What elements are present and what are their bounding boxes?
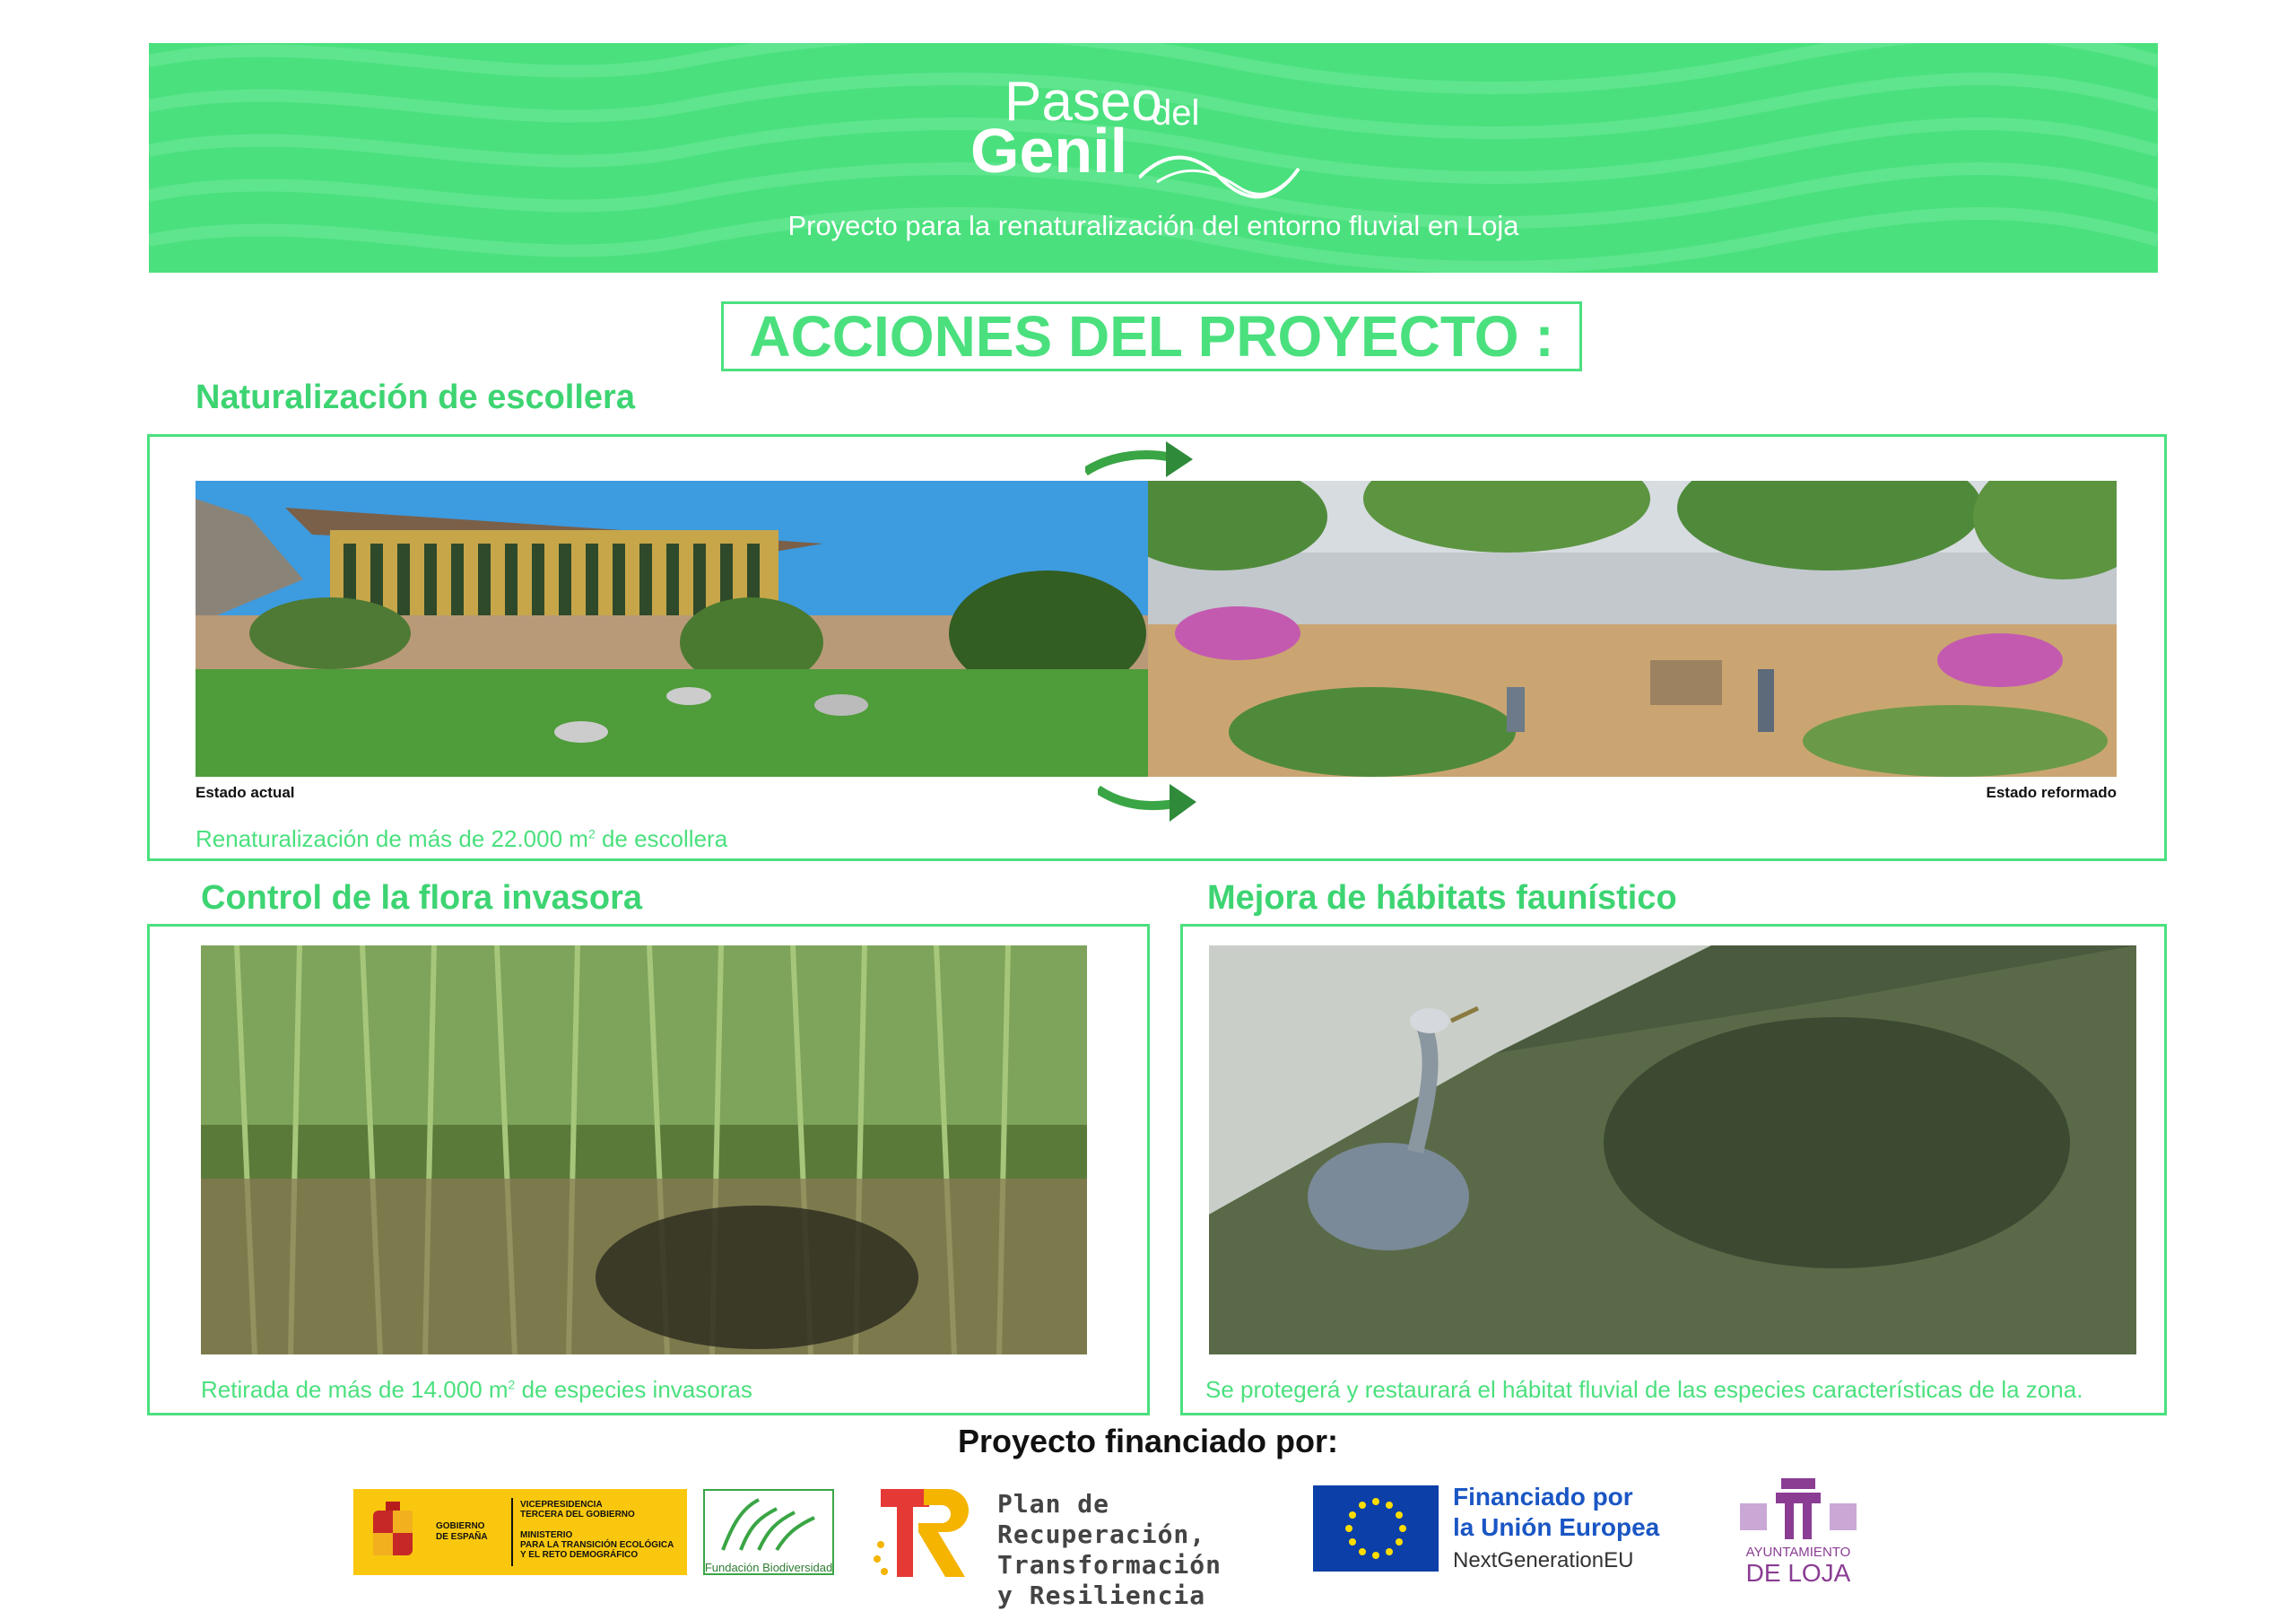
prtr-text bbox=[997, 1489, 1302, 1611]
eu-nextgen-text: NextGenerationEU bbox=[1453, 1548, 1634, 1572]
header-banner bbox=[149, 43, 2158, 273]
banner-subtitle: Proyecto para la renaturalización del entorno fluvial en Loja bbox=[787, 210, 1519, 241]
eu-flag bbox=[1313, 1485, 1439, 1572]
logo-word-del: del bbox=[1152, 93, 1200, 133]
caption-escollera-tail: de escollera bbox=[595, 825, 728, 852]
caption-flora bbox=[201, 1376, 752, 1404]
section-title-escollera: Naturalización de escollera bbox=[196, 379, 635, 416]
gov-line2: DE ESPAÑA bbox=[436, 1532, 488, 1542]
label-estado-reformado: Estado reformado bbox=[1986, 784, 2117, 801]
eu-line1: Financiado por bbox=[1453, 1483, 1633, 1511]
fundacion-biodiversidad-label: Fundación Biodiversidad bbox=[704, 1561, 833, 1574]
gov-min1: MINISTERIO bbox=[520, 1530, 573, 1540]
arrow-right-icon bbox=[1098, 777, 1196, 823]
paseo-del-genil-logo bbox=[149, 70, 2158, 222]
gov-line1: GOBIERNO bbox=[436, 1521, 485, 1531]
gov-vp1: VICEPRESIDENCIA bbox=[520, 1500, 603, 1510]
gov-min3: Y EL RETO DEMOGRÁFICO bbox=[520, 1550, 639, 1560]
gov-vp2: TERCERA DEL GOBIERNO bbox=[520, 1510, 635, 1520]
loja-line2: DE LOJA bbox=[1745, 1559, 1851, 1587]
caption-escollera-text: Renaturalización de más de 22.000 m bbox=[196, 825, 588, 852]
spain-coat-of-arms-icon bbox=[366, 1502, 420, 1563]
gov-divider bbox=[511, 1498, 513, 1566]
caption-fauna: Se protegerá y restaurará el hábitat fluvial de las especies características de la zona. bbox=[1205, 1376, 2083, 1403]
logo-word-paseo: Paseo bbox=[1004, 71, 1162, 133]
label-estado-actual: Estado actual bbox=[196, 784, 295, 801]
photo-habitat-faunistico bbox=[1209, 945, 2136, 1354]
photo-estado-actual bbox=[196, 481, 1148, 777]
loja-castle-icon bbox=[1731, 1475, 1866, 1543]
gov-min2: PARA LA TRANSICIÓN ECOLÓGICA bbox=[520, 1540, 674, 1550]
prtr-logo-icon bbox=[874, 1482, 981, 1582]
eu-funding-text bbox=[1453, 1482, 1659, 1543]
gobierno-espana-logo bbox=[353, 1489, 687, 1575]
caption-flora-sup: 2 bbox=[508, 1377, 516, 1392]
photo-estado-reformado bbox=[1148, 481, 2117, 777]
photo-flora-invasora bbox=[201, 945, 1087, 1354]
arrow-right-icon bbox=[1085, 436, 1193, 484]
section-title-flora: Control de la flora invasora bbox=[201, 879, 642, 917]
river-wave-icon bbox=[1139, 142, 1300, 205]
loja-line1: AYUNTAMIENTO bbox=[1745, 1545, 1851, 1560]
funding-title: Proyecto financiado por: bbox=[957, 1423, 1339, 1459]
eu-stars-icon bbox=[1313, 1485, 1439, 1572]
caption-flora-text: Retirada de más de 14.000 m bbox=[201, 1376, 509, 1403]
caption-flora-tail: de especies invasoras bbox=[515, 1376, 752, 1403]
prtr-line1: Plan de Recuperación, bbox=[997, 1489, 1206, 1549]
section-title-fauna: Mejora de hábitats faunístico bbox=[1207, 879, 1677, 917]
eu-line2: la Unión Europea bbox=[1453, 1513, 1660, 1541]
prtr-line2: Transformación bbox=[997, 1550, 1222, 1580]
page-title: ACCIONES DEL PROYECTO : bbox=[721, 301, 1582, 371]
prtr-line3: y Resiliencia bbox=[997, 1581, 1206, 1610]
caption-escollera bbox=[196, 825, 727, 853]
logo-word-genil: Genil bbox=[970, 116, 1128, 186]
ayuntamiento-loja-logo bbox=[1731, 1475, 1866, 1589]
grass-icon bbox=[705, 1491, 832, 1554]
caption-escollera-sup: 2 bbox=[587, 826, 596, 841]
